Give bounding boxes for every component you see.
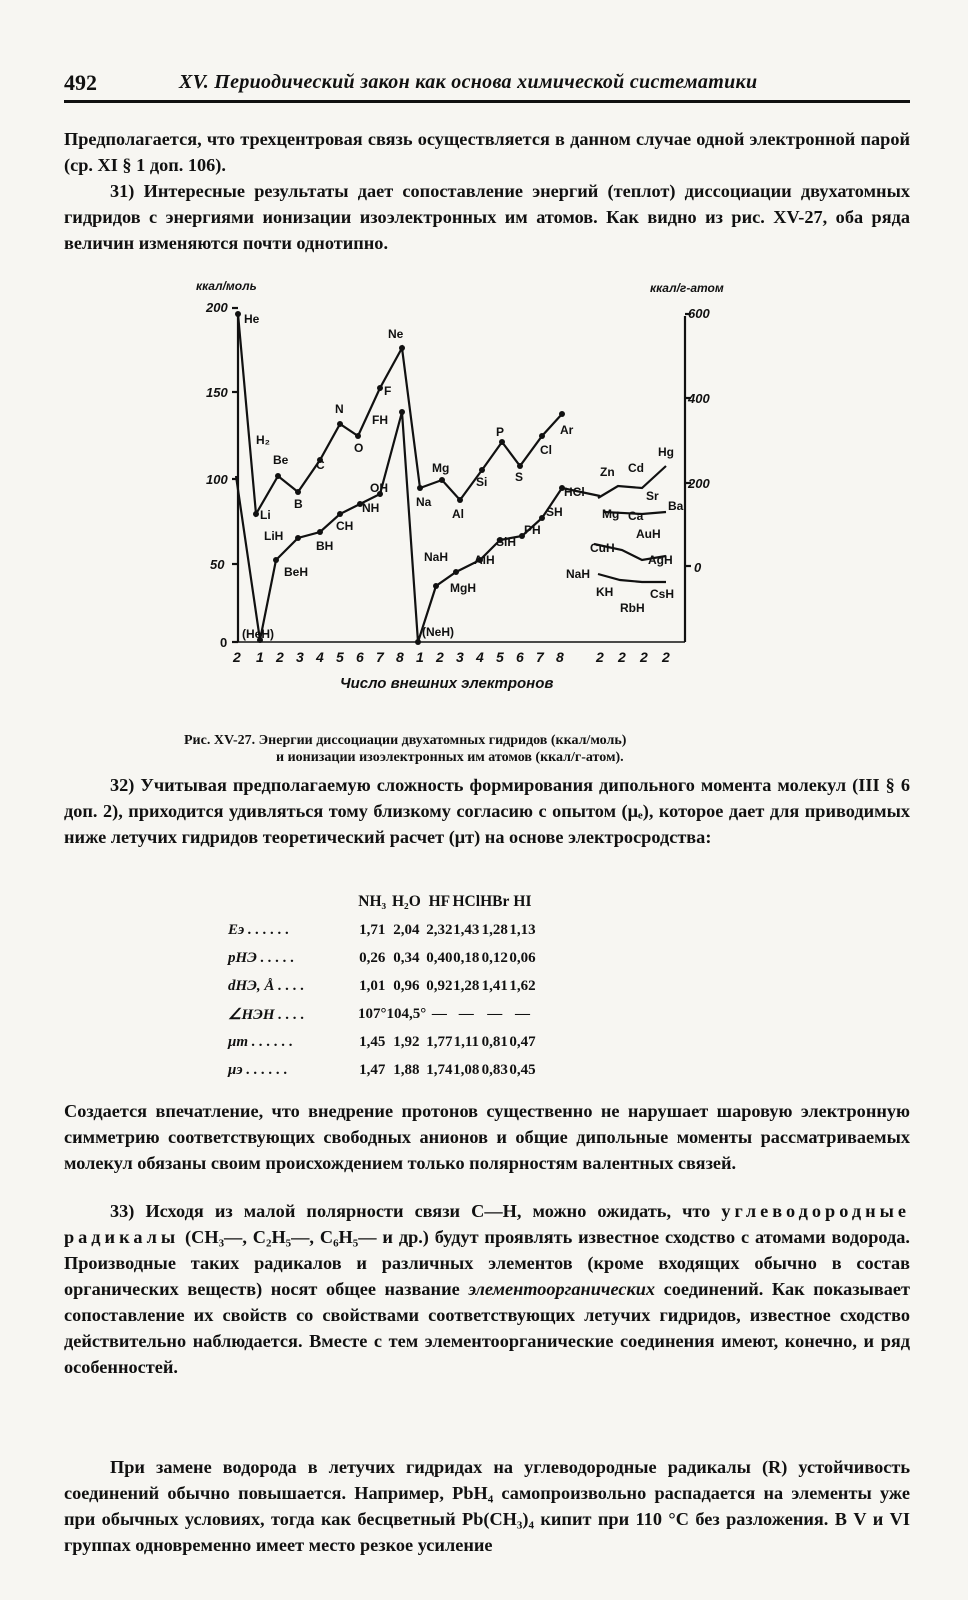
paragraph-3: 32) Учитывая предполагаемую сложность формирования дипольного момента молекул (III § 6 доп. 2), приходится удивляться тому близкому согласию с опытом (μₑ), которое дает для приводимых ниже летучих гидридов теоретический расчет (μт) на основе электросродства: <box>64 775 910 847</box>
table-cell: — <box>431 1005 447 1022</box>
right-axis-unit: ккал/г-атом <box>650 281 724 295</box>
table-cell: 1,43 <box>453 921 480 938</box>
point-label: Ne <box>388 327 404 341</box>
left-tick: 200 <box>206 300 228 315</box>
table-cell: 1,92 <box>393 1033 420 1050</box>
x-tick: 2 <box>640 649 648 665</box>
caption-line-2: и ионизации изоэлектронных им атомов (ккал/г-атом). <box>276 750 624 765</box>
x-tick: 8 <box>396 649 404 665</box>
table-cell: 1,01 <box>359 977 386 994</box>
table-corner <box>228 888 358 916</box>
point-label: AgH <box>648 553 673 567</box>
page-header <box>64 70 910 103</box>
point-label: PH <box>524 523 541 537</box>
x-tick: 2 <box>276 649 284 665</box>
x-tick: 5 <box>496 649 504 665</box>
running-title: XV. Периодический закон как основа химической систематики <box>179 71 758 93</box>
table-cell: — <box>487 1005 503 1022</box>
point-label: Al <box>452 507 464 521</box>
paragraph-1: Предполагается, что трехцентровая связь осуществляется в данном случае одной электронной парой (ср. XI § 1 доп. 106). <box>64 129 910 175</box>
row-label: μт . . . . . . <box>228 1033 294 1050</box>
x-tick: 3 <box>456 649 464 665</box>
x-tick: 7 <box>376 649 384 665</box>
x-tick: 6 <box>516 649 524 665</box>
row-label: pНЭ . . . . . <box>228 949 295 966</box>
x-axis-label: Число внешних электронов <box>340 675 554 692</box>
point-label: Cl <box>540 443 552 457</box>
table-cell: 104,5° <box>386 1005 427 1022</box>
point-label: Zn <box>600 465 615 479</box>
right-tick: 200 <box>688 476 710 491</box>
table-header-row <box>228 888 536 916</box>
right-tick: 600 <box>688 306 710 321</box>
point-label: O <box>354 441 364 455</box>
left-tick: 0 <box>220 635 228 650</box>
column-header: NH₃ <box>358 893 387 910</box>
table-cell: 1,45 <box>359 1033 386 1050</box>
point-label: Ba <box>668 499 684 513</box>
caption-line-1: Рис. XV-27. Энергии диссоциации двухатомных гидридов (ккал/моль) <box>184 733 627 748</box>
left-tick: 150 <box>206 385 228 400</box>
column-header: H₂O <box>391 893 421 910</box>
point-label: Si <box>476 475 488 489</box>
x-tick: 8 <box>556 649 564 665</box>
table-cell: 0,83 <box>481 1061 508 1078</box>
x-tick: 4 <box>316 649 324 665</box>
point-label: N <box>335 402 344 416</box>
x-tick: 1 <box>416 649 424 665</box>
page-number: 492 <box>64 70 97 95</box>
point-label: CuH <box>590 541 615 555</box>
point-label: AuH <box>636 527 661 541</box>
table-cell: 1,88 <box>393 1061 420 1078</box>
figure-xv-27 <box>180 276 780 726</box>
point-label: SiH <box>496 535 517 549</box>
table-cell: 107° <box>358 1005 387 1022</box>
column-header: HCl <box>452 893 481 910</box>
table-cell: 1,62 <box>509 977 536 994</box>
table-cell: 1,13 <box>509 921 536 938</box>
paragraph-5-spaced-term: углеводородные радикалы <box>64 1201 910 1247</box>
point-label: AlH <box>474 553 495 567</box>
point-label: (NeH) <box>422 625 454 639</box>
point-label: BH <box>316 539 334 553</box>
point-label: HCl <box>564 485 585 499</box>
column-header: HF <box>428 893 451 910</box>
point-label: CH <box>336 519 354 533</box>
point-label: B <box>294 497 303 511</box>
table-cell: 0,18 <box>453 949 480 966</box>
right-tick: 0 <box>694 560 702 575</box>
point-label: He <box>244 312 260 326</box>
column-header: HBr <box>480 893 510 910</box>
point-label: NaH <box>424 550 449 564</box>
point-label: Ca <box>628 509 644 523</box>
paragraph-5 <box>64 1198 910 1380</box>
table-cell: 1,28 <box>481 921 508 938</box>
point-label: Mg <box>602 507 620 521</box>
table-cell: 2,04 <box>393 921 420 938</box>
point-label: NH <box>362 501 380 515</box>
row-label: dНЭ, Å . . . . <box>228 977 305 994</box>
x-tick: 5 <box>336 649 344 665</box>
point-label: OH <box>370 481 388 495</box>
point-label: KH <box>596 585 614 599</box>
point-label: F <box>384 384 392 398</box>
x-tick: 1 <box>256 649 264 665</box>
table-cell: — <box>458 1005 474 1022</box>
point-label: S <box>515 470 524 484</box>
paragraph-2: 31) Интересные результаты дает сопоставление энергий (теплот) диссоциации двухатомных гидридов с энергиями ионизации изоэлектронных им атомов. Как видно из рис. XV-27, оба ряда величин изменяются почти однотипно. <box>64 181 910 253</box>
point-label: C <box>316 458 325 472</box>
right-tick: 400 <box>688 391 710 406</box>
point-label: Mg <box>432 461 450 475</box>
point-label: BeH <box>284 565 309 579</box>
table-cell: 0,26 <box>359 949 386 966</box>
point-label: (HeH) <box>242 627 274 641</box>
point-label: NaH <box>566 567 591 581</box>
point-label: H₂ <box>256 433 270 447</box>
x-tick: 2 <box>662 649 670 665</box>
left-axis-unit: ккал/моль <box>196 279 257 293</box>
row-label: ∠НЭН . . . . <box>228 1006 305 1023</box>
table-cell: 0,06 <box>509 949 536 966</box>
table-cell: 0,45 <box>509 1061 536 1078</box>
table-row <box>228 944 536 972</box>
table-cell: 1,11 <box>453 1033 479 1050</box>
figure-caption <box>184 732 824 766</box>
point-label: CsH <box>650 587 675 601</box>
paragraph-4: Создается впечатление, что внедрение протонов существенно не нарушает шаровую электронную симметрию соответствующих свободных анионов и общие дипольные моменты рассматриваемых молекул обязаны своим происхождением только полярностям валентных связей. <box>64 1101 910 1173</box>
table-cell: 0,96 <box>393 977 420 994</box>
table-cell: 0,81 <box>481 1033 508 1050</box>
row-label: μэ . . . . . . <box>228 1061 288 1078</box>
table-cell: 2,32 <box>426 921 453 938</box>
paragraph-5-italic-term: элементоорганических <box>468 1279 656 1299</box>
table-cell: — <box>514 1005 530 1022</box>
table-cell: 1,28 <box>453 977 480 994</box>
table-cell: 1,77 <box>426 1033 453 1050</box>
point-label: Hg <box>658 445 674 459</box>
table-cell: 1,47 <box>359 1061 386 1078</box>
point-label: SH <box>546 505 563 519</box>
paragraph-5-tail: соединений. Как показывает сопоставление их свойств со свойствами соответствующих летучих гидридов, известное сходство действительно наблюдается. Вместе с тем элементоорганические соединения имеют, конечно, и ряд особенностей. <box>64 1279 910 1377</box>
left-tick: 50 <box>210 557 225 572</box>
table-cell: 1,74 <box>426 1061 453 1078</box>
table-cell: 0,40 <box>426 949 453 966</box>
point-label: RbH <box>620 601 645 615</box>
table-row <box>228 916 536 944</box>
table-cell: 0,92 <box>426 977 453 994</box>
point-label: Cd <box>628 461 644 475</box>
point-label: Sr <box>646 489 659 503</box>
paragraph-5-middle: (CH₃—, C₂H₅—, C₆H₅— и др.) будут проявлять известное сходство с атомами водорода. Производные таких радикалов и различных элементов (кроме входящих обычно в состав органических веществ) носят общее название <box>64 1227 910 1299</box>
table-cell: 1,08 <box>453 1061 480 1078</box>
table-cell: 1,71 <box>359 921 386 938</box>
point-label: Ar <box>560 423 574 437</box>
paragraph-6: При замене водорода в летучих гидридах на углеводородные радикалы (R) устойчивость соединений обычно повышается. Например, PbH₄ самопроизвольно распадается на элементы уже при обычных условиях, тогда как бесцветный Pb(CH₃)₄ кипит при 110 °C без разложения. В V и VI группах одновременно имеет место резкое усиление <box>64 1457 910 1555</box>
x-tick: 2 <box>618 649 626 665</box>
hydride-data-table <box>228 888 536 1084</box>
paragraph-5-lead: 33) Исходя из малой полярности связи C—H, можно ожидать, что <box>110 1201 722 1221</box>
row-label: Eэ . . . . . . <box>228 921 290 938</box>
point-label: LiH <box>264 529 284 543</box>
table-row <box>228 972 536 1000</box>
x-tick: 2 <box>233 649 241 665</box>
point-label: Li <box>260 508 271 522</box>
table-row <box>228 1028 536 1056</box>
x-tick: 4 <box>476 649 484 665</box>
table-cell: 0,34 <box>393 949 420 966</box>
x-tick: 2 <box>436 649 444 665</box>
table-row <box>228 1056 536 1084</box>
table-cell: 1,41 <box>481 977 508 994</box>
x-tick: 7 <box>536 649 544 665</box>
table-cell: 0,12 <box>481 949 508 966</box>
point-label: MgH <box>450 581 476 595</box>
point-label: FH <box>372 413 388 427</box>
left-tick: 100 <box>206 472 228 487</box>
table-row <box>228 1000 536 1028</box>
point-label: P <box>496 425 505 439</box>
column-header: HI <box>513 893 532 910</box>
x-tick: 3 <box>296 649 304 665</box>
x-tick: 2 <box>596 649 604 665</box>
point-label: Na <box>416 495 432 509</box>
x-tick: 6 <box>356 649 364 665</box>
table-cell: 0,47 <box>509 1033 536 1050</box>
point-label: Be <box>273 453 289 467</box>
